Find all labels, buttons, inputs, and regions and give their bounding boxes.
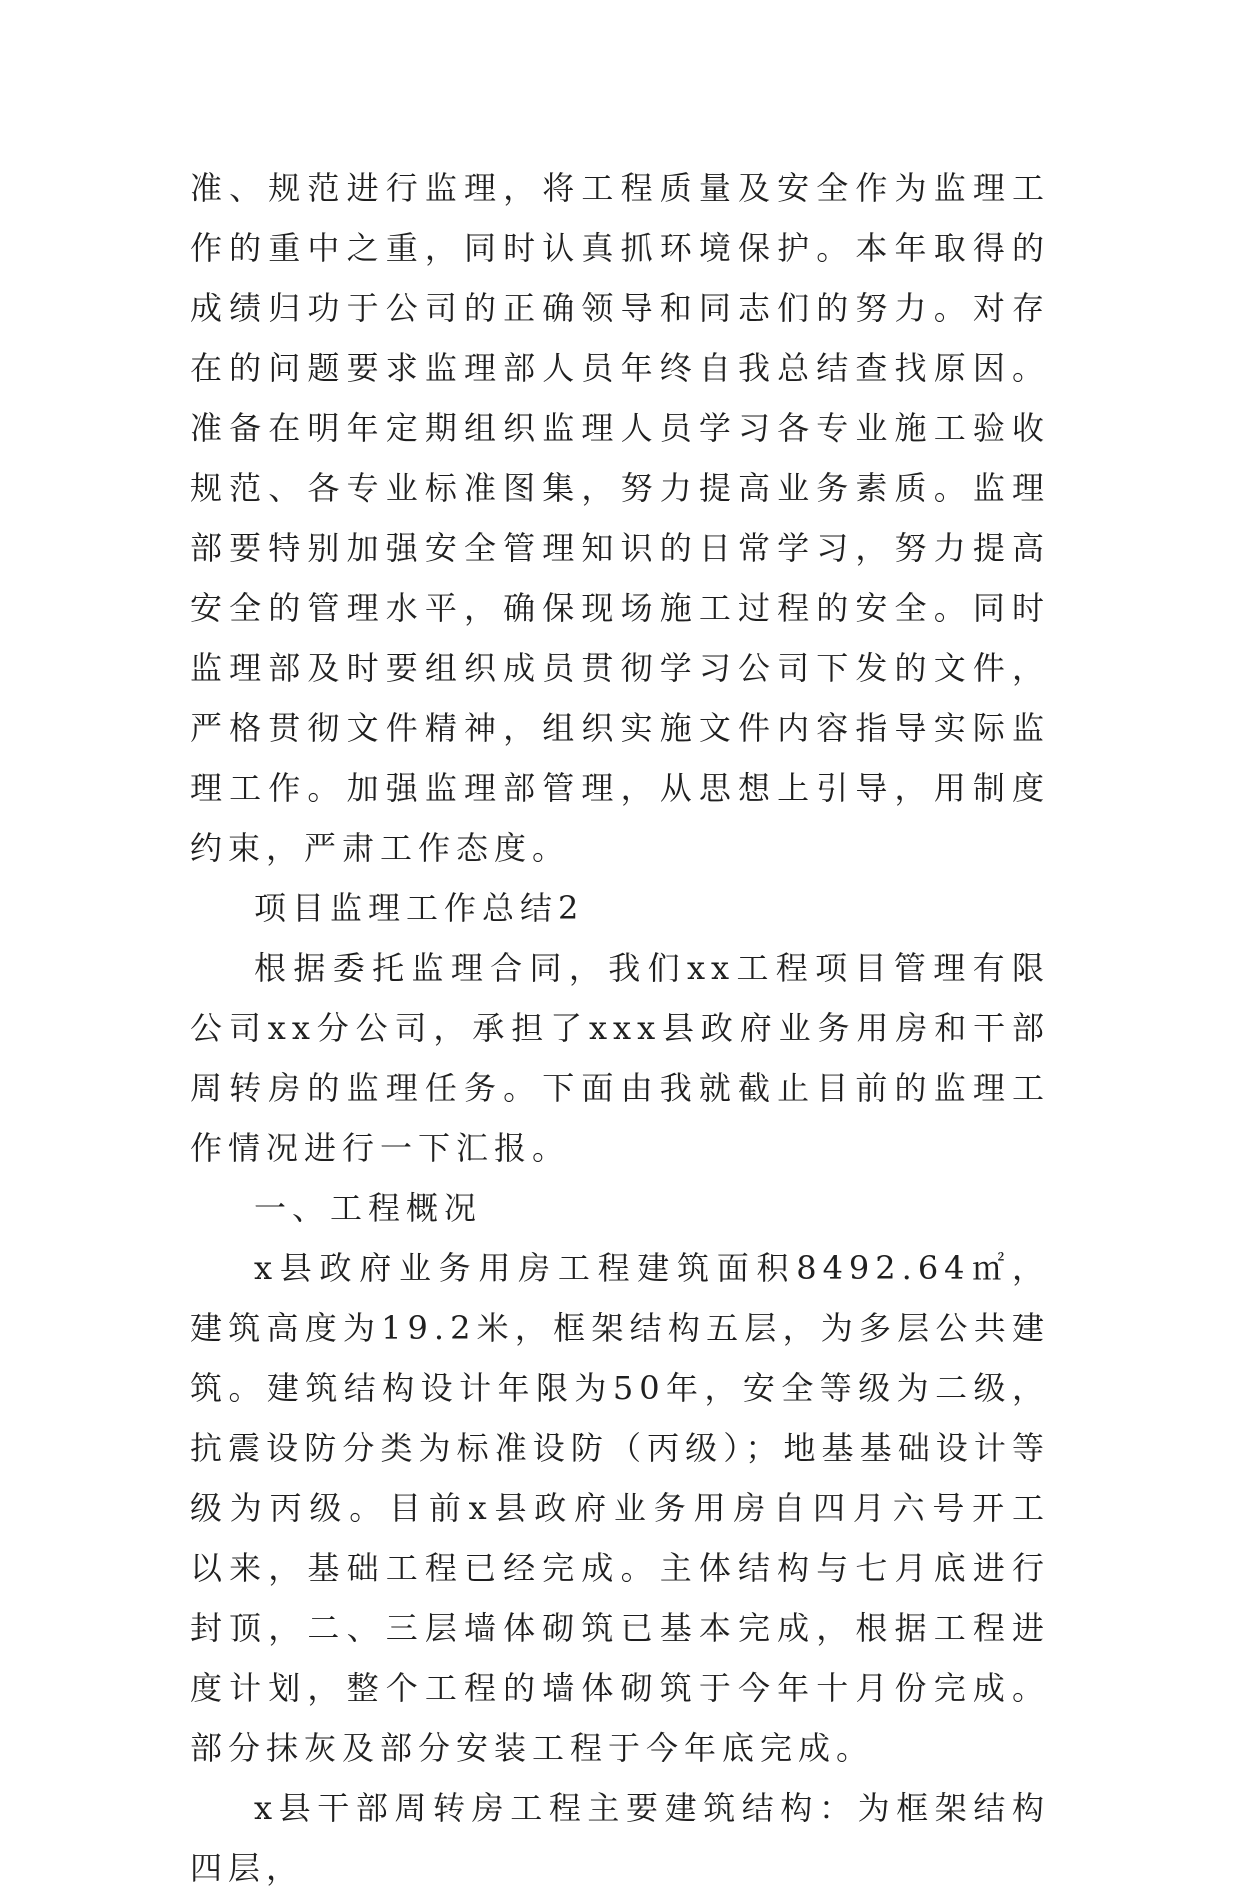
- document-body: [190, 158, 1050, 1898]
- section-heading-overview: 一、工程概况: [254, 1189, 483, 1227]
- section-title: 项目监理工作总结2: [254, 889, 585, 927]
- paragraph-continuation: 准、规范进行监理，将工程质量及安全作为监理工作的重中之重，同时认真抓环境保护。本年取得的成绩归功于公司的正确领导和同志们的努力。对存在的问题要求监理部人员年终自我总结查找原因。准备在明年定期组织监理人员学习各专业施工验收规范、各专业标准图集，努力提高业务素质。监理部要特别加强安全管理知识的日常学习，努力提高安全的管理水平，确保现场施工过程的安全。同时监理部及时要组织成员贯彻学习公司下发的文件，严格贯彻文件精神，组织实施文件内容指导实际监理工作。加强监理部管理，从思想上引导，用制度约束，严肃工作态度。: [190, 169, 1050, 867]
- paragraph-housing-structure: x县干部周转房工程主要建筑结构：为框架结构四层，: [190, 1789, 1050, 1887]
- paragraph-project-overview: x县政府业务用房工程建筑面积8492.64㎡，建筑高度为19.2米，框架结构五层，为多层公共建筑。建筑结构设计年限为50年，安全等级为二级，抗震设防分类为标准设防（丙级）；地基基础设计等级为丙级。目前x县政府业务用房自四月六号开工以来，基础工程已经完成。主体结构与七月底进行封顶，二、三层墙体砌筑已基本完成，根据工程进度计划，整个工程的墙体砌筑于今年十月份完成。部分抹灰及部分安装工程于今年底完成。: [190, 1249, 1050, 1767]
- paragraph-intro: 根据委托监理合同，我们xx工程项目管理有限公司xx分公司，承担了xxx县政府业务用房和干部周转房的监理任务。下面由我就截止目前的监理工作情况进行一下汇报。: [190, 949, 1050, 1167]
